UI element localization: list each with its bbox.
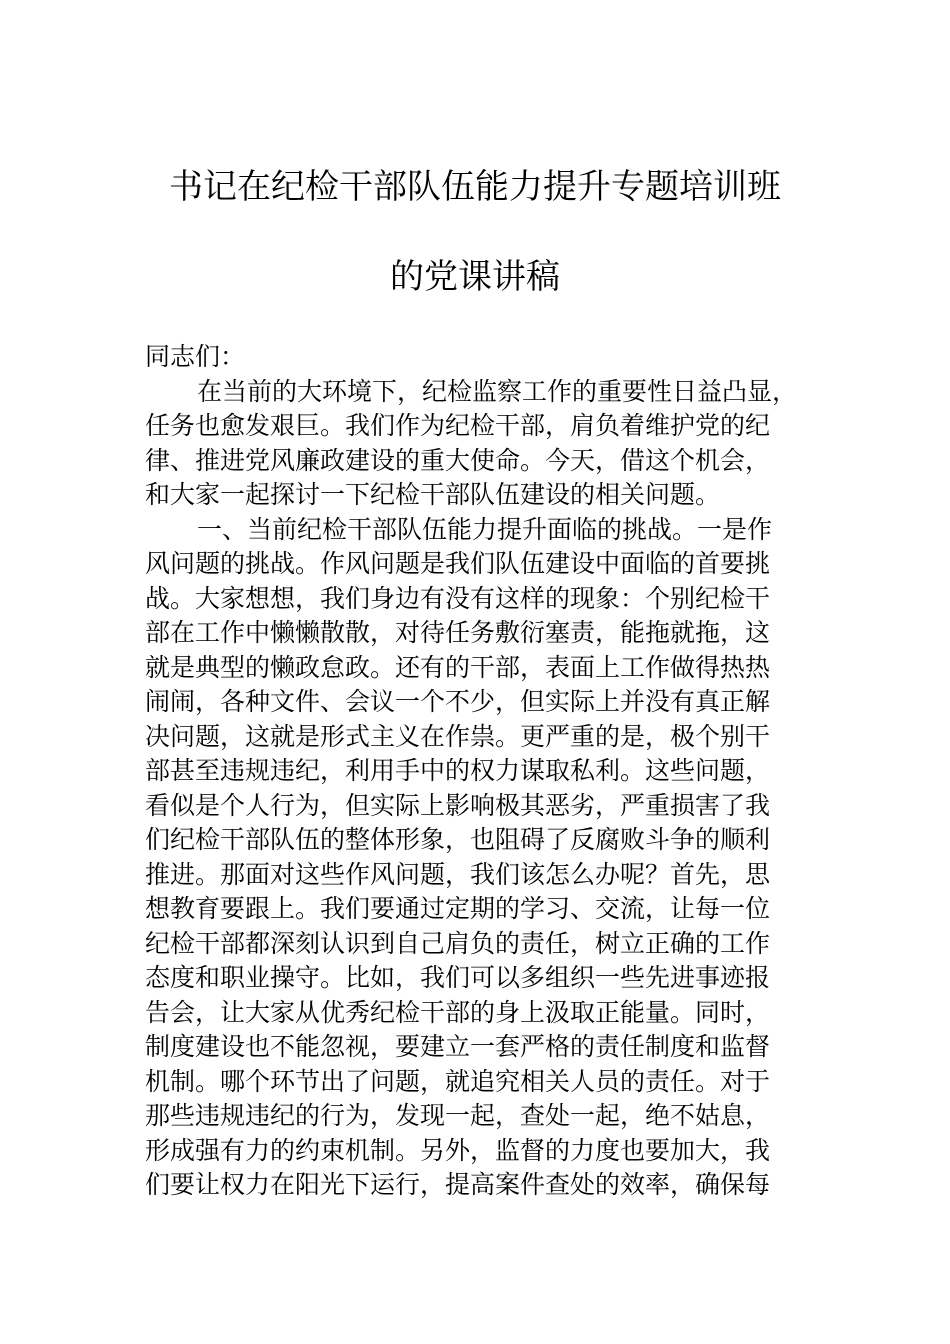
text-line: 任务也愈发艰巨。我们作为纪检干部，肩负着维护党的纪 <box>145 411 771 440</box>
text-line: 们纪检干部队伍的整体形象，也阻碍了反腐败斗争的顺利 <box>145 825 771 854</box>
text-line: 战。大家想想，我们身边有没有这样的现象：个别纪检干 <box>145 583 771 613</box>
text-line: 那些违规违纪的行为，发现一起，查处一起，绝不姑息， <box>145 1101 771 1130</box>
text-line: 就是典型的懒政怠政。还有的干部，表面上工作做得热热 <box>145 652 771 682</box>
text-line: 告会，让大家从优秀纪检干部的身上汲取正能量。同时， <box>145 997 771 1027</box>
text-line: 律、推进党风廉政建设的重大使命。今天，借这个机会， <box>145 445 771 475</box>
text-line: 形成强有力的约束机制。另外，监督的力度也要加大，我 <box>145 1135 771 1165</box>
text-line: 风问题的挑战。作风问题是我们队伍建设中面临的首要挑 <box>145 549 771 578</box>
text-line: 部在工作中懒懒散散，对待任务敷衍塞责，能拖就拖，这 <box>145 618 771 647</box>
text-line: 态度和职业操守。比如，我们可以多组织一些先进事迹报 <box>145 963 771 992</box>
greeting: 同志们： <box>145 342 246 371</box>
text-line: 闹闹，各种文件、会议一个不少，但实际上并没有真正解 <box>145 687 771 716</box>
text-line: 们要让权力在阳光下运行，提高案件查处的效率，确保每 <box>145 1170 771 1199</box>
text-line: 和大家一起探讨一下纪检干部队伍建设的相关问题。 <box>145 480 721 509</box>
text-line: 看似是个人行为，但实际上影响极其恶劣，严重损害了我 <box>145 790 771 820</box>
text-line: 纪检干部都深刻认识到自己肩负的责任，树立正确的工作 <box>145 928 771 958</box>
text-line: 在当前的大环境下，纪检监察工作的重要性日益凸显， <box>197 376 798 406</box>
text-line: 一、当前纪检干部队伍能力提升面临的挑战。一是作 <box>197 514 773 544</box>
paragraph-1 <box>145 375 815 513</box>
document-title <box>0 167 950 297</box>
text-line: 决问题，这就是形式主义在作祟。更严重的是，极个别干 <box>145 721 771 751</box>
text-line: 部甚至违规违纪，利用手中的权力谋取私利。这些问题， <box>145 756 771 785</box>
text-line: 推进。那面对这些作风问题，我们该怎么办呢？首先，思 <box>145 859 771 889</box>
paragraph-2 <box>145 513 815 1203</box>
document-body <box>145 340 815 1203</box>
text-line: 制度建设也不能忽视，要建立一套严格的责任制度和监督 <box>145 1032 771 1061</box>
title-line-2: 的党课讲稿 <box>390 257 560 297</box>
title-line-1: 书记在纪检干部队伍能力提升专题培训班 <box>169 167 781 207</box>
text-line: 想教育要跟上。我们要通过定期的学习、交流，让每一位 <box>145 894 771 923</box>
text-line: 机制。哪个环节出了问题，就追究相关人员的责任。对于 <box>145 1066 771 1096</box>
